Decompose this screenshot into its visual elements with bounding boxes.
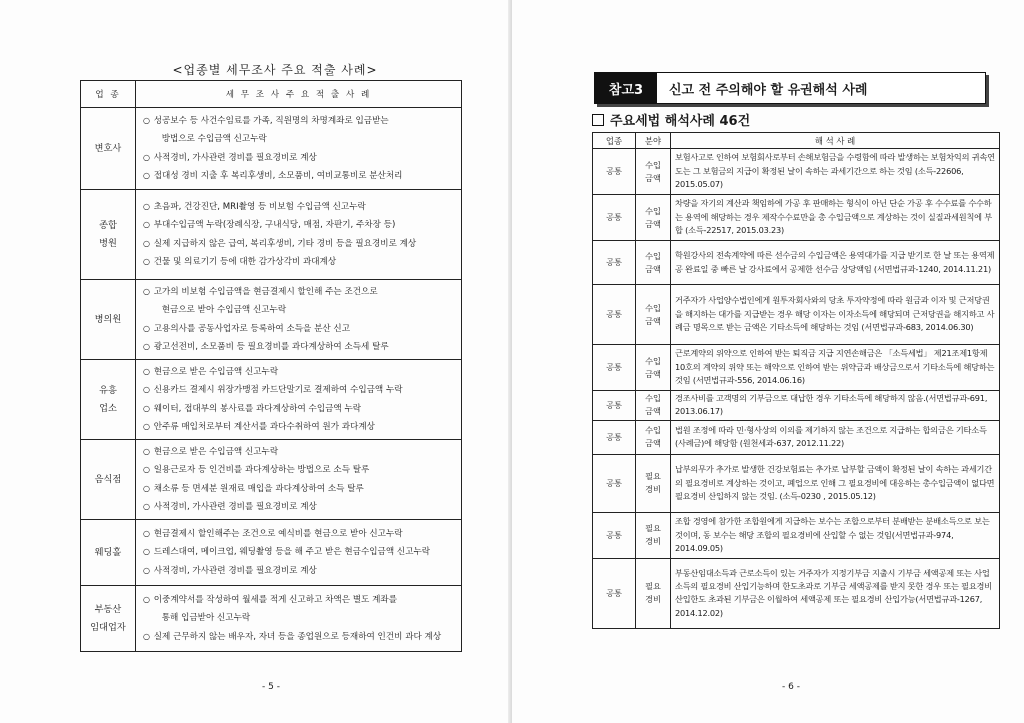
list-item [137,525,460,544]
interpretation-table [592,132,1000,629]
header-industry: 업종 [593,133,636,149]
bullet-icon: ○ [143,446,150,456]
list-item [137,418,460,437]
reference-header [594,72,986,104]
bullet-icon: ○ [143,171,150,180]
case-text-cell: 경조사비를 고객명의 기부금으로 대납한 경우 기타소득에 해당하지 않음.(서면법규과-691, 2013.06.17) [671,391,1000,421]
bullet-icon: ○ [143,257,150,266]
list-item [137,149,460,168]
item-text: 현금으로 받은 수입금액 신고누락 [153,366,279,377]
section-title [592,110,750,129]
header-field: 분야 [636,133,671,149]
bullet-icon: ○ [143,565,150,575]
item-text: 현금으로 받아 수입금액 신고누락 [161,305,287,315]
item-text: 성공보수 등 사건수임료를 가족, 직원명의 차명계좌로 입금받는 [153,115,389,126]
table-header-row [81,81,462,108]
industry-cell: 공통 [593,285,636,345]
item-text: 사적경비, 가사관련 경비를 필요경비로 계상 [153,502,317,512]
field-cell: 수입 금액 [636,391,671,421]
list-item [137,283,460,302]
bullet-icon: ○ [143,366,150,376]
industry-cell: 공통 [593,149,636,195]
list-item [137,301,460,320]
header-case: 해 석 사 례 [671,133,1000,149]
bullet-icon: ○ [143,201,150,211]
item-text: 드레스대여, 메이크업, 웨딩촬영 등을 해 주고 받은 현금수입금액 신고누락 [153,547,431,558]
interpretation-body [593,149,1000,629]
field-cell: 필요 경비 [636,512,671,558]
list-item [137,628,460,647]
list-item [137,130,460,149]
table-row [593,558,1000,628]
table-row [81,190,462,280]
bullet-icon: ○ [143,323,150,333]
field-cell: 수입 금액 [636,420,671,454]
item-text: 방법으로 수입금액 신고누락 [161,134,267,144]
item-text: 현금결제시 할인해주는 조건으로 예식비를 현금으로 받아 신고누락 [153,528,403,539]
audit-cases-table [80,80,462,652]
item-text: 일용근로자 등 인건비를 과다계상하는 방법으로 소득 탈루 [153,465,370,475]
case-text-cell: 학원강사의 전속계약에 따른 선수금의 수입금액은 용역대가를 지급 받기로 한 날 또는 용역제공 완료일 중 빠른 날 강사료에서 공제한 선수금 상당액임 (서면법규과-1240, 2014.11.21) [671,241,1000,285]
bullet-icon: ○ [143,465,150,474]
table-row [81,440,462,520]
table-row [81,360,462,440]
industry-cell: 변호사 [81,108,136,190]
item-text: 채소류 등 면세분 원재료 매입을 과다계상하여 소득 탈루 [153,483,364,494]
field-cell: 필요 경비 [636,558,671,628]
item-text: 건물 및 의료기기 등에 대한 감가상각비 과대계상 [153,257,337,267]
table-row [593,512,1000,558]
table-row [81,520,462,586]
bullet-icon: ○ [143,594,150,604]
table-row [593,391,1000,421]
item-text: 통해 입금받아 신고누락 [161,613,251,624]
case-text-cell: 납부의무가 추가로 발생한 건강보험료는 추가로 납부할 금액이 확정된 날이 속하는 과세기간의 필요경비로 계상하는 것이고, 폐업으로 인해 그 필요경비에 대응하는 총수입금액이 없다면 필요경비 산입하지 않는 것임. (소득-0230 , 2015.05.12) [671,454,1000,512]
list-item [137,167,460,186]
field-cell: 수입 금액 [636,345,671,391]
cases-cell [136,280,462,360]
cases-cell [136,360,462,440]
bullet-icon: ○ [143,220,150,229]
right-page [512,0,1024,723]
reference-label: 참고3 [595,73,657,103]
bullet-icon: ○ [143,631,150,641]
item-text: 사적경비, 가사관련 경비를 필요경비로 계상 [153,152,317,163]
field-cell: 수입 금액 [636,195,671,241]
item-text: 이중계약서를 작성하여 월세를 적게 신고하고 차액은 별도 계좌를 [153,594,397,605]
list-item [137,498,460,517]
bullet-icon: ○ [143,528,150,538]
industry-cell: 공통 [593,195,636,241]
checkbox-icon [592,114,604,126]
case-text-cell: 조합 경영에 참가한 조합원에게 지급하는 보수는 조합으로부터 분배받는 분배소득으로 보는 것이며, 동 보수는 해당 조합의 필요경비에 산입할 수 없는 것임(서면법규과-974, 2014.09.05) [671,512,1000,558]
header-cases: 세 무 조 사 주 요 적 출 사 례 [136,81,462,108]
list-item [137,112,460,131]
field-cell: 필요 경비 [636,454,671,512]
list-item [137,381,460,400]
industry-cell: 공통 [593,454,636,512]
industry-cell: 공통 [593,512,636,558]
industry-cell: 공통 [593,558,636,628]
case-text-cell: 근로계약의 위약으로 인하여 받는 퇴직금 지급 지연손해금은 「소득세법」 제21조제1항제10호의 계약의 위약 또는 해약으로 인하여 받는 위약금과 배상금으로서 기타소득에 해당하는 것임 (서면법규과-556, 2014.06.16) [671,345,1000,391]
item-text: 광고선전비, 소모품비 등 필요경비를 과다계상하여 소득세 탈루 [153,342,389,352]
case-text-cell: 보험사고로 인하여 보험회사로부터 손해보험금을 수령함에 따라 발생하는 보험차익의 귀속연도는 그 보험금의 지급이 확정된 날이 속하는 과세기간으로 하는 것임 (소득-22606, 2015.05.07) [671,149,1000,195]
bullet-icon: ○ [143,238,150,248]
industry-cell: 병의원 [81,280,136,360]
industry-cell: 공통 [593,391,636,421]
bullet-icon: ○ [143,152,150,162]
industry-cell: 부동산 임대업자 [81,586,136,652]
cases-cell [136,108,462,190]
list-item [137,400,460,419]
list-item [137,253,460,272]
table-row [81,108,462,190]
list-item [137,216,460,235]
table-row [593,345,1000,391]
bullet-icon: ○ [143,502,150,511]
table-row [81,280,462,360]
industry-cell: 공통 [593,345,636,391]
left-page-title: <업종별 세무조사 주요 적출 사례> [172,63,378,77]
bullet-icon: ○ [143,403,150,413]
item-text: 신용카드 결제시 위장가맹점 카드단말기로 결제하여 수입금액 누락 [153,385,403,395]
section-title-text: 주요세법 해석사례 46건 [610,114,751,129]
item-text: 고가의 비보험 수입금액을 현금결제시 할인해 주는 조건으로 [153,286,378,297]
list-item [137,235,460,254]
list-item [137,591,460,610]
cases-cell [136,440,462,520]
industry-cell: 유흥 업소 [81,360,136,440]
list-item [137,363,460,382]
list-item [137,320,460,339]
item-text: 웨이터, 접대부의 봉사료를 과다계상하여 수입금액 누락 [153,403,362,414]
item-text: 초음파, 건강진단, MRI촬영 등 비보험 수입금액 신고누락 [153,201,366,212]
field-cell: 수입 금액 [636,241,671,285]
table-row [81,586,462,652]
bullet-icon: ○ [143,422,150,431]
industry-cell: 음식점 [81,440,136,520]
table-row [593,241,1000,285]
header-industry: 업 종 [81,81,136,108]
item-text: 부대수입금액 누락(장례식장, 구내식당, 매점, 자판기, 주차장 등) [153,220,396,230]
industry-cell: 종합 병원 [81,190,136,280]
bullet-icon: ○ [143,286,150,296]
list-item [137,609,460,628]
cases-cell [136,190,462,280]
table-row [593,149,1000,195]
field-cell: 수입 금액 [636,285,671,345]
industry-cell: 공통 [593,241,636,285]
table-header-row [593,133,1000,149]
list-item [137,543,460,562]
item-text: 접대성 경비 지출 후 복리후생비, 소모품비, 여비교통비로 분산처리 [153,171,403,181]
item-text: 사적경비, 가사관련 경비를 필요경비로 계상 [153,565,317,576]
page-number: - 5 - [262,682,280,692]
case-text-cell: 차량을 자기의 계산과 책임하에 가공 후 판매하는 형식이 아닌 단순 가공 후 수수료를 수수하는 용역에 해당하는 경우 제작수수료만을 총 수입금액으로 계상하는 것이 실질과세원칙에 부합 (소득-22517, 2015.03.23) [671,195,1000,241]
bullet-icon: ○ [143,547,150,557]
industry-cell: 웨딩홀 [81,520,136,586]
bullet-icon: ○ [143,342,150,351]
cases-cell [136,586,462,652]
item-text: 안주류 매입처로부터 계산서를 과다수취하여 원가 과다계상 [153,422,375,432]
item-text: 현금으로 받은 수입금액 신고누락 [153,446,279,457]
table-row [593,420,1000,454]
list-item [137,443,460,462]
case-text-cell: 부동산임대소득과 근로소득이 있는 거주자가 지정기부금 지출시 기부금 세액공제 또는 사업소득의 필요경비 산입기능하며 한도초과로 기부금 세액공제를 받지 못한 경우 또는 필요경비 산입한도 초과된 기부금은 이월하여 세액공제 또는 필요경비 산입가능(서면법규과-1267, 2014.12.02) [671,558,1000,628]
list-item [137,338,460,357]
field-cell: 수입 금액 [636,149,671,195]
bullet-icon: ○ [143,115,150,125]
page-number: - 6 - [782,682,800,692]
case-text-cell: 법원 조정에 따라 민·형사상의 이의를 제기하지 않는 조건으로 지급하는 합의금은 기타소득(사례금)에 해당함 (원천세과-637, 2012.11.22) [671,420,1000,454]
table-row [593,285,1000,345]
item-text: 실제 근무하지 않는 배우자, 자녀 등을 종업원으로 등재하여 인건비 과다 계상 [153,631,442,642]
table-row [593,454,1000,512]
list-item [137,461,460,480]
list-item [137,562,460,581]
bullet-icon: ○ [143,385,150,394]
item-text: 고용의사를 공동사업자로 등록하여 소득을 분산 신고 [153,323,351,334]
case-text-cell: 거주자가 사업양수법인에게 원투자회사와의 당초 투자약정에 따라 원금과 이자 및 근저당권을 해지하는 대가를 지급받는 경우 해당 이자는 이자소득에 해당되며 근저당권을 해지하고 사례금 명목으로 받는 금액은 기타소득에 해당하는 것임 (서면법규과-683, 2014.06.30) [671,285,1000,345]
industry-cell: 공통 [593,420,636,454]
table-row [593,195,1000,241]
item-text: 실제 지급하지 않은 급여, 복리후생비, 기타 경비 등을 필요경비로 계상 [153,238,417,249]
list-item [137,198,460,217]
cases-cell [136,520,462,586]
bullet-icon: ○ [143,483,150,493]
list-item [137,480,460,499]
audit-cases-body [81,108,462,652]
reference-title: 신고 전 주의해야 할 유권해석 사례 [669,82,868,98]
